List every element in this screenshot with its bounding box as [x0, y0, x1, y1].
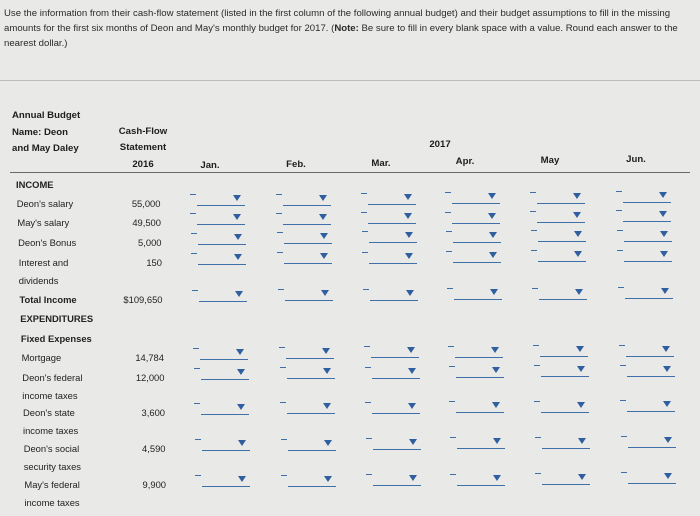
budget-year: 2017 [429, 139, 451, 150]
month-3-select[interactable] [368, 213, 416, 224]
month-1-select[interactable] [197, 214, 245, 225]
input-underline-stub [365, 402, 371, 403]
input-underline-stub [450, 474, 456, 475]
input-underline-stub [191, 253, 197, 254]
input-underline-stub [534, 365, 540, 366]
input-underline-stub [190, 213, 196, 214]
dropdown-caret-icon [238, 476, 246, 482]
dropdown-caret-icon [320, 233, 328, 239]
input-underline-stub [191, 233, 197, 234]
row-label: Deon's state income taxes [23, 407, 79, 436]
input-underline-stub [530, 211, 536, 212]
input-underline-stub [620, 365, 626, 366]
month-3-select[interactable] [369, 253, 417, 264]
cashflow-value: 49,500 [132, 217, 161, 229]
month-4-select[interactable] [455, 347, 503, 358]
month-header-1: Jan. [200, 160, 220, 171]
dropdown-caret-icon [406, 290, 414, 296]
dropdown-caret-icon [408, 403, 416, 409]
month-2-select[interactable] [285, 290, 333, 301]
dropdown-caret-icon [235, 291, 243, 297]
row-label: EXPENDITURES [20, 313, 94, 325]
month-1-select[interactable] [201, 369, 249, 380]
input-underline-stub [195, 439, 201, 440]
dropdown-caret-icon [407, 347, 415, 353]
month-3-select[interactable] [368, 194, 416, 205]
input-underline-stub [617, 250, 623, 251]
dropdown-caret-icon [319, 195, 327, 201]
cashflow-value: $109,650 [123, 294, 163, 305]
instructions-text: Use the information from their cash-flow statement (listed in the first column of the following annual budget) and their budget assumptions to fill in the missing amounts for the first six months of Deon and May's monthly budget for 2017. (Note: Be sure to fill in every blank space with a value. Round each answer to the nearest dollar.) [4, 8, 678, 49]
input-underline-stub [281, 439, 287, 440]
header-rule [10, 172, 690, 173]
dropdown-caret-icon [661, 288, 669, 294]
month-header-6: Jun. [626, 154, 646, 165]
input-underline-stub [616, 191, 622, 192]
month-4-select[interactable] [456, 402, 504, 413]
dropdown-caret-icon [408, 368, 416, 374]
dropdown-caret-icon [237, 369, 245, 375]
month-5-select[interactable] [541, 366, 589, 377]
input-underline-stub [365, 367, 371, 368]
dropdown-caret-icon [319, 214, 327, 220]
row-label: May's salary [17, 217, 70, 229]
month-3-select[interactable] [372, 403, 420, 414]
row-label: INCOME [16, 179, 54, 190]
month-6-select[interactable] [624, 231, 672, 242]
row-label: Deon's federal income taxes [22, 371, 83, 401]
month-1-select[interactable] [201, 404, 249, 415]
month-6-select[interactable] [627, 366, 675, 377]
input-underline-stub [279, 347, 285, 348]
month-2-select[interactable] [283, 214, 331, 225]
cashflow-year: 2016 [132, 159, 154, 170]
input-underline-stub [617, 230, 623, 231]
input-underline-stub [621, 472, 627, 473]
dropdown-caret-icon [492, 367, 500, 373]
input-underline-stub [281, 475, 287, 476]
input-underline-stub [530, 192, 536, 193]
month-3-select[interactable] [369, 232, 417, 243]
month-1-select[interactable] [202, 440, 250, 451]
input-underline-stub [445, 192, 451, 193]
dropdown-caret-icon [238, 440, 246, 446]
dropdown-caret-icon [237, 404, 245, 410]
input-underline-stub [194, 403, 200, 404]
row-label: Deon's Bonus [18, 236, 77, 248]
dropdown-caret-icon [660, 231, 668, 237]
month-5-select[interactable] [542, 438, 590, 449]
dropdown-caret-icon [573, 212, 581, 218]
dropdown-caret-icon [324, 440, 332, 446]
row-label: May's federal income taxes [24, 479, 80, 509]
input-underline-stub [445, 212, 451, 213]
month-3-select[interactable] [371, 347, 419, 358]
month-5-select[interactable] [538, 251, 586, 262]
month-5-select[interactable] [537, 193, 585, 204]
month-header-2: Feb. [286, 158, 306, 170]
dropdown-caret-icon [488, 213, 496, 219]
month-6-select[interactable] [623, 211, 671, 222]
input-underline-stub [195, 475, 201, 476]
cashflow-value: 12,000 [135, 371, 165, 383]
dropdown-caret-icon [660, 251, 668, 257]
month-4-select[interactable] [457, 475, 505, 486]
month-header-3: Mar. [371, 157, 391, 169]
month-1-select[interactable] [202, 476, 250, 487]
dropdown-caret-icon [322, 348, 330, 354]
month-4-select[interactable] [452, 193, 500, 204]
dropdown-caret-icon [493, 475, 501, 481]
dropdown-caret-icon [578, 474, 586, 480]
input-underline-stub [363, 289, 369, 290]
dropdown-caret-icon [492, 402, 500, 408]
dropdown-caret-icon [234, 234, 242, 240]
month-6-select[interactable] [626, 346, 674, 357]
annual-budget-heading: Annual Budget [12, 110, 81, 121]
input-underline-stub [362, 252, 368, 253]
dropdown-caret-icon [236, 349, 244, 355]
input-underline-stub [621, 436, 627, 437]
divider [0, 80, 700, 81]
input-underline-stub [531, 230, 537, 231]
month-2-select[interactable] [288, 476, 336, 487]
dropdown-caret-icon [574, 231, 582, 237]
dropdown-caret-icon [321, 290, 329, 296]
dropdown-caret-icon [573, 193, 581, 199]
month-2-select[interactable] [284, 233, 332, 244]
month-6-select[interactable] [628, 473, 676, 484]
cashflow-value: 150 [146, 256, 162, 268]
dropdown-caret-icon [662, 346, 670, 352]
input-underline-stub [448, 346, 454, 347]
dropdown-caret-icon [577, 366, 585, 372]
input-underline-stub [619, 345, 625, 346]
month-2-select[interactable] [284, 253, 332, 264]
input-underline-stub [190, 194, 196, 195]
dropdown-caret-icon [663, 366, 671, 372]
row-label: Fixed Expenses [20, 333, 92, 345]
cashflow-value: 55,000 [131, 198, 161, 210]
row-label: Total Income [19, 294, 77, 305]
input-underline-stub [535, 437, 541, 438]
month-6-select[interactable] [627, 401, 675, 412]
month-4-select[interactable] [453, 252, 501, 263]
input-underline-stub [362, 231, 368, 232]
name-line-2: and May Daley [12, 143, 79, 154]
dropdown-caret-icon [664, 437, 672, 443]
dropdown-caret-icon [489, 252, 497, 258]
input-underline-stub [620, 400, 626, 401]
cashflow-value: 3,600 [141, 407, 165, 418]
dropdown-caret-icon [405, 253, 413, 259]
input-underline-stub [361, 193, 367, 194]
input-underline-stub [449, 366, 455, 367]
dropdown-caret-icon [405, 232, 413, 238]
month-4-select[interactable] [456, 367, 504, 378]
month-header-4: Apr. [455, 156, 475, 168]
dropdown-caret-icon [234, 254, 242, 260]
input-underline-stub [278, 289, 284, 290]
month-1-select[interactable] [199, 291, 247, 302]
input-underline-stub [449, 401, 455, 402]
row-label: Deon's social security taxes [23, 443, 81, 473]
cashflow-value: 4,590 [142, 443, 166, 455]
dropdown-caret-icon [409, 439, 417, 445]
cashflow-value: 9,900 [142, 479, 166, 491]
month-5-select[interactable] [540, 346, 588, 357]
month-1-select[interactable] [197, 195, 245, 206]
input-underline-stub [450, 437, 456, 438]
dropdown-caret-icon [663, 401, 671, 407]
month-1-select[interactable] [200, 349, 248, 360]
dropdown-caret-icon [409, 475, 417, 481]
month-5-select[interactable] [539, 289, 587, 300]
dropdown-caret-icon [664, 473, 672, 479]
month-4-select[interactable] [453, 232, 501, 243]
input-underline-stub [533, 345, 539, 346]
month-2-select[interactable] [283, 195, 331, 206]
dropdown-caret-icon [233, 195, 241, 201]
month-5-select[interactable] [541, 402, 589, 413]
dropdown-caret-icon [577, 402, 585, 408]
input-underline-stub [280, 367, 286, 368]
month-4-select[interactable] [452, 213, 500, 224]
month-2-select[interactable] [287, 368, 335, 379]
month-2-select[interactable] [286, 348, 334, 359]
input-underline-stub [194, 368, 200, 369]
input-underline-stub [280, 402, 286, 403]
dropdown-caret-icon [488, 193, 496, 199]
dropdown-caret-icon [574, 251, 582, 257]
month-5-select[interactable] [537, 212, 585, 223]
month-3-select[interactable] [370, 290, 418, 301]
row-label: Deon's salary [16, 198, 74, 210]
month-4-select[interactable] [457, 438, 505, 449]
input-underline-stub [531, 250, 537, 251]
dropdown-caret-icon [404, 194, 412, 200]
month-3-select[interactable] [373, 439, 421, 450]
input-underline-stub [618, 287, 624, 288]
input-underline-stub [366, 474, 372, 475]
dropdown-caret-icon [576, 346, 584, 352]
cashflow-heading-1: Cash-Flow [118, 126, 168, 137]
dropdown-caret-icon [490, 289, 498, 295]
month-6-select[interactable] [624, 251, 672, 262]
dropdown-caret-icon [489, 232, 497, 238]
input-underline-stub [446, 251, 452, 252]
month-1-select[interactable] [198, 234, 246, 245]
input-underline-stub [277, 252, 283, 253]
input-underline-stub [192, 290, 198, 291]
row-label: Interest and dividends [18, 256, 69, 286]
row-label: Mortgage [21, 351, 62, 363]
month-3-select[interactable] [372, 368, 420, 379]
dropdown-caret-icon [659, 211, 667, 217]
dropdown-caret-icon [493, 438, 501, 444]
cashflow-value: 5,000 [138, 236, 162, 248]
dropdown-caret-icon [323, 368, 331, 374]
input-underline-stub [276, 213, 282, 214]
month-6-select[interactable] [623, 192, 671, 203]
month-2-select[interactable] [288, 440, 336, 451]
input-underline-stub [446, 231, 452, 232]
month-4-select[interactable] [454, 289, 502, 300]
input-underline-stub [364, 346, 370, 347]
month-6-select[interactable] [625, 288, 673, 299]
dropdown-caret-icon [233, 214, 241, 220]
dropdown-caret-icon [324, 476, 332, 482]
cashflow-heading-2: Statement [119, 142, 167, 153]
month-1-select[interactable] [198, 254, 246, 265]
dropdown-caret-icon [659, 192, 667, 198]
input-underline-stub [366, 438, 372, 439]
month-2-select[interactable] [287, 403, 335, 414]
month-6-select[interactable] [628, 437, 676, 448]
input-underline-stub [532, 288, 538, 289]
dropdown-caret-icon [575, 289, 583, 295]
month-5-select[interactable] [542, 474, 590, 485]
name-line-1: Name: Deon [12, 127, 68, 138]
input-underline-stub [534, 401, 540, 402]
month-header-5: May [540, 155, 560, 167]
month-5-select[interactable] [538, 231, 586, 242]
input-underline-stub [361, 212, 367, 213]
dropdown-caret-icon [323, 403, 331, 409]
input-underline-stub [276, 194, 282, 195]
month-3-select[interactable] [373, 475, 421, 486]
dropdown-caret-icon [491, 347, 499, 353]
cashflow-value: 14,784 [135, 351, 164, 363]
dropdown-caret-icon [404, 213, 412, 219]
input-underline-stub [447, 288, 453, 289]
input-underline-stub [616, 210, 622, 211]
dropdown-caret-icon [578, 438, 586, 444]
input-underline-stub [277, 232, 283, 233]
input-underline-stub [193, 348, 199, 349]
dropdown-caret-icon [320, 253, 328, 259]
input-underline-stub [535, 473, 541, 474]
